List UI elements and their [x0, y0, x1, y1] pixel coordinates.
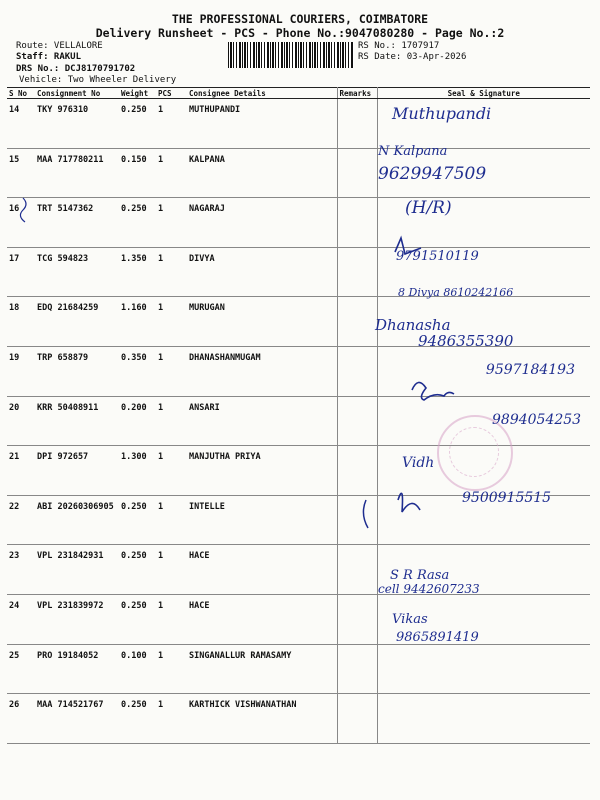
signature-row-26: Vikas [392, 612, 428, 627]
row-sno: 16 [7, 198, 35, 248]
row-sno: 14 [7, 99, 35, 149]
col-header-pcs: PCS [156, 88, 187, 99]
row-pcs: 1 [156, 198, 187, 248]
row-sno: 15 [7, 148, 35, 198]
row-remarks [337, 694, 377, 744]
row-consignment-no: EDQ 21684259 [35, 297, 119, 347]
row-sno: 22 [7, 495, 35, 545]
row-remarks [337, 495, 377, 545]
row-pcs: 1 [156, 396, 187, 446]
row-sno: 17 [7, 247, 35, 297]
drs-number: DRS No.: DCJ8170791702 [16, 64, 136, 74]
row-consignee: MANJUTHA PRIYA [187, 446, 337, 496]
col-header-remarks: Remarks [337, 88, 377, 99]
row-consignment-no: TRT 5147362 [35, 198, 119, 248]
col-header-consignee: Consignee Details [187, 88, 337, 99]
row-remarks [337, 198, 377, 248]
row-signature-cell [377, 644, 590, 694]
row-weight: 0.250 [119, 594, 156, 644]
phone-row-17: 9791510119 [396, 249, 479, 264]
row-weight: 0.250 [119, 495, 156, 545]
row-signature-cell [377, 694, 590, 744]
row-remarks [337, 297, 377, 347]
phone-row-20: 9597184193 [485, 362, 575, 378]
row-weight: 0.150 [119, 148, 156, 198]
phone-row-21: 9894054253 [492, 412, 582, 428]
phone-row-25: cell 9442607233 [378, 582, 480, 596]
col-header-signature: Seal & Signature [377, 88, 590, 99]
row-consignee: ANSARI [187, 396, 337, 446]
row-weight: 0.250 [119, 545, 156, 595]
row-weight: 0.200 [119, 396, 156, 446]
row-consignee: SINGANALLUR RAMASAMY [187, 644, 337, 694]
table-row [7, 644, 590, 694]
row-consignment-no: PRO 19184052 [35, 644, 119, 694]
col-header-sno: S No [7, 88, 35, 99]
runsheet-subtitle: Delivery Runsheet - PCS - Phone No.:9047080280 - Page No.:2 [95, 26, 505, 40]
remark-row-16: (H/R) [405, 198, 452, 218]
row-sno: 23 [7, 545, 35, 595]
vehicle-label: Vehicle: Two Wheeler Delivery [19, 75, 177, 85]
row-consignment-no: TKY 976310 [35, 99, 119, 149]
row-pcs: 1 [156, 346, 187, 396]
staff-label: Staff: RAKUL [16, 52, 82, 62]
row-consignment-no: MAA 717780211 [35, 148, 119, 198]
table-row [7, 694, 590, 744]
signature-row-22: Vidh [402, 455, 435, 471]
row-weight: 1.350 [119, 247, 156, 297]
table-row [7, 594, 590, 644]
row-weight: 0.350 [119, 346, 156, 396]
company-title: THE PROFESSIONAL COURIERS, COIMBATORE [171, 12, 429, 26]
row-remarks [337, 346, 377, 396]
row-consignee: KARTHICK VISHWANATHAN [187, 694, 337, 744]
row-weight: 0.250 [119, 99, 156, 149]
table-row [7, 99, 590, 149]
row-pcs: 1 [156, 545, 187, 595]
row-consignee: HACE [187, 545, 337, 595]
row-pcs: 1 [156, 644, 187, 694]
col-header-weight: Weight [119, 88, 156, 99]
row-weight: 1.300 [119, 446, 156, 496]
row-remarks [337, 594, 377, 644]
row-remarks [337, 545, 377, 595]
row-consignee: DIVYA [187, 247, 337, 297]
row-sno: 18 [7, 297, 35, 347]
signature-row-15: N Kalpana [378, 144, 448, 159]
row-sno: 20 [7, 396, 35, 446]
row-pcs: 1 [156, 148, 187, 198]
row-weight: 0.250 [119, 694, 156, 744]
table-header-row [7, 88, 590, 99]
rs-date: RS Date: 03-Apr-2026 [358, 52, 467, 62]
row-pcs: 1 [156, 446, 187, 496]
row-sno: 19 [7, 346, 35, 396]
signature-row-18: 8 Divya 8610242166 [398, 286, 514, 299]
row-remarks [337, 99, 377, 149]
row-sno: 24 [7, 594, 35, 644]
row-consignment-no: KRR 50408911 [35, 396, 119, 446]
phone-row-23: 9500915515 [462, 490, 552, 506]
row-remarks [337, 148, 377, 198]
row-consignment-no: TRP 658879 [35, 346, 119, 396]
phone-row-19: 9486355390 [418, 332, 514, 350]
row-consignee: NAGARAJ [187, 198, 337, 248]
row-pcs: 1 [156, 594, 187, 644]
row-consignee: MURUGAN [187, 297, 337, 347]
row-pcs: 1 [156, 99, 187, 149]
row-weight: 1.160 [119, 297, 156, 347]
row-consignee: MUTHUPANDI [187, 99, 337, 149]
row-consignment-no: ABI 20260306905 [35, 495, 119, 545]
row-consignment-no: VPL 231839972 [35, 594, 119, 644]
table-row [7, 148, 590, 198]
row-pcs: 1 [156, 495, 187, 545]
row-remarks [337, 644, 377, 694]
signature-row-19: Dhanasha [375, 316, 451, 334]
barcode-image [228, 42, 354, 68]
row-consignee: DHANASHANMUGAM [187, 346, 337, 396]
row-weight: 0.250 [119, 198, 156, 248]
row-consignee: INTELLE [187, 495, 337, 545]
row-pcs: 1 [156, 247, 187, 297]
row-remarks [337, 446, 377, 496]
row-remarks [337, 396, 377, 446]
row-remarks [337, 247, 377, 297]
signature-row-25: S R Rasa [390, 568, 450, 583]
row-consignment-no: VPL 231842931 [35, 545, 119, 595]
table-row [7, 545, 590, 595]
route-label: Route: VELLALORE [16, 41, 103, 51]
row-pcs: 1 [156, 694, 187, 744]
row-consignment-no: DPI 972657 [35, 446, 119, 496]
row-pcs: 1 [156, 297, 187, 347]
table-row [7, 198, 590, 248]
row-consignee: KALPANA [187, 148, 337, 198]
row-consignment-no: MAA 714521767 [35, 694, 119, 744]
signature-row-14: Muthupandi [392, 104, 492, 123]
row-consignee: HACE [187, 594, 337, 644]
row-weight: 0.100 [119, 644, 156, 694]
row-sno: 21 [7, 446, 35, 496]
row-sno: 26 [7, 694, 35, 744]
row-consignment-no: TCG 594823 [35, 247, 119, 297]
row-sno: 25 [7, 644, 35, 694]
phone-row-26: 9865891419 [396, 630, 479, 645]
rs-number: RS No.: 1707917 [358, 41, 440, 51]
col-header-consignment: Consignment No [35, 88, 119, 99]
phone-row-15: 9629947509 [378, 164, 487, 184]
